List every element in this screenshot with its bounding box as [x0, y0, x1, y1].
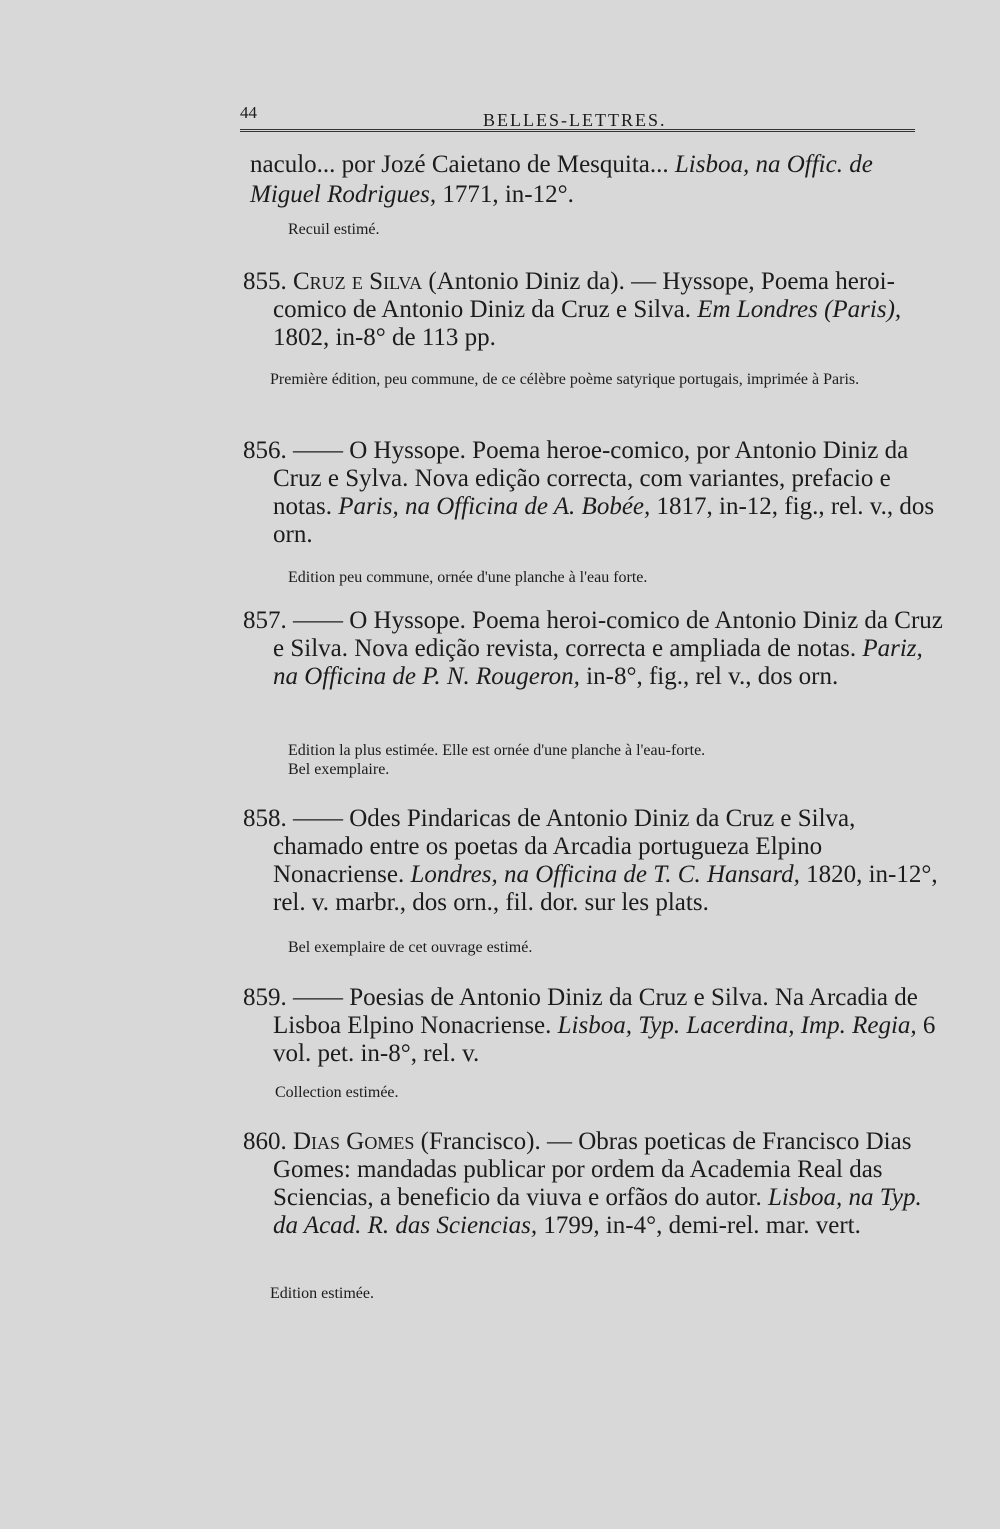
- page-header: [240, 103, 915, 133]
- entry-number: 856.: [243, 437, 287, 464]
- page-number: 44: [240, 103, 257, 122]
- note-859: Collection estimée.: [275, 1084, 399, 1101]
- entry-imprint: Lisboa, na Typ. da Acad. R. das Sciencias,: [273, 1184, 922, 1239]
- entry-858: [243, 805, 950, 917]
- entry-author: Dias Gomes: [293, 1128, 415, 1155]
- running-title: BELLES-LETTRES.: [483, 110, 667, 130]
- entry-text: —— Poesias de Antonio Diniz da Cruz e Silva. Na Arcadia de Lisboa Elpino Nonacriense.: [273, 984, 918, 1039]
- entry-text: (Francisco). — Obras poeticas de Francisco Dias Gomes: mandadas publicar por ordem da Academia Real das Sciencias, a beneficio da viuva e orfãos do autor.: [273, 1128, 912, 1211]
- header-rule: [240, 129, 915, 132]
- continued-entry: [250, 150, 920, 210]
- entry-number: 859.: [243, 984, 287, 1011]
- entry-format: in-8°, fig., rel v., dos orn.: [579, 663, 839, 690]
- entry-format: 1799, in-4°, demi-rel. mar. vert.: [537, 1212, 861, 1239]
- entry-imprint: Em Londres (Paris),: [697, 296, 902, 323]
- entry-number: 858.: [243, 805, 287, 832]
- entry-text: —— O Hyssope. Poema heroi-comico de Antonio Diniz da Cruz e Silva. Nova edição revista, correcta e ampliada de notas.: [273, 607, 943, 662]
- note-856: Edition peu commune, ornée d'une planche à l'eau forte.: [288, 569, 648, 586]
- entry-imprint: Pariz, na Officina de P. N. Rougeron,: [273, 635, 923, 690]
- entry-number: 860.: [243, 1128, 287, 1155]
- entry-857: [243, 607, 950, 691]
- entry-text: —— Odes Pindaricas de Antonio Diniz da Cruz e Silva, chamado entre os poetas da Arcadia portugueza Elpino Nonacriense.: [273, 805, 856, 888]
- entry-number: 857.: [243, 607, 287, 634]
- entry-format: 6 vol. pet. in-8°, rel. v.: [273, 1012, 936, 1067]
- note-recueil: Recuil estimé.: [288, 221, 380, 238]
- continued-text: naculo... por Jozé Caietano de Mesquita...: [250, 151, 675, 178]
- note-857a: Edition la plus estimée. Elle est ornée d'une planche à l'eau-forte.: [288, 742, 706, 759]
- continued-format: 1771, in-12°.: [436, 181, 574, 208]
- entry-author: Cruz e Silva: [293, 268, 423, 295]
- note-860: Edition estimée.: [270, 1285, 374, 1302]
- note-858: Bel exemplaire de cet ouvrage estimé.: [288, 939, 533, 956]
- entry-number: 855.: [243, 268, 287, 295]
- entry-859: [243, 984, 950, 1068]
- entry-format: 1817, in-12, fig., rel. v., dos orn.: [273, 493, 935, 548]
- entry-imprint: Londres, na Officina de T. C. Hansard,: [410, 861, 800, 888]
- entry-text: —— O Hyssope. Poema heroe-comico, por Antonio Diniz da Cruz e Sylva. Nova edição correcta, com variantes, prefacio e notas.: [273, 437, 909, 520]
- entry-format: 1802, in-8° de 113 pp.: [273, 324, 496, 351]
- note-855: Première édition, peu commune, de ce célèbre poème satyrique portugais, imprimée à Paris.: [270, 371, 860, 388]
- entry-856: [243, 437, 950, 549]
- entry-imprint: Paris, na Officina de A. Bobée,: [338, 493, 651, 520]
- continued-imprint: Lisboa, na Offic. de Miguel Rodrigues,: [250, 151, 873, 208]
- entry-855: [243, 268, 950, 352]
- entry-text: (Antonio Diniz da). — Hyssope, Poema heroi-comico de Antonio Diniz da Cruz e Silva.: [273, 268, 895, 323]
- note-857b: Bel exemplaire.: [288, 761, 390, 778]
- entry-imprint: Lisboa, Typ. Lacerdina, Imp. Regia,: [557, 1012, 917, 1039]
- entry-format: 1820, in-12°, rel. v. marbr., dos orn., fil. dor. sur les plats.: [273, 861, 938, 916]
- entry-860: [243, 1128, 950, 1240]
